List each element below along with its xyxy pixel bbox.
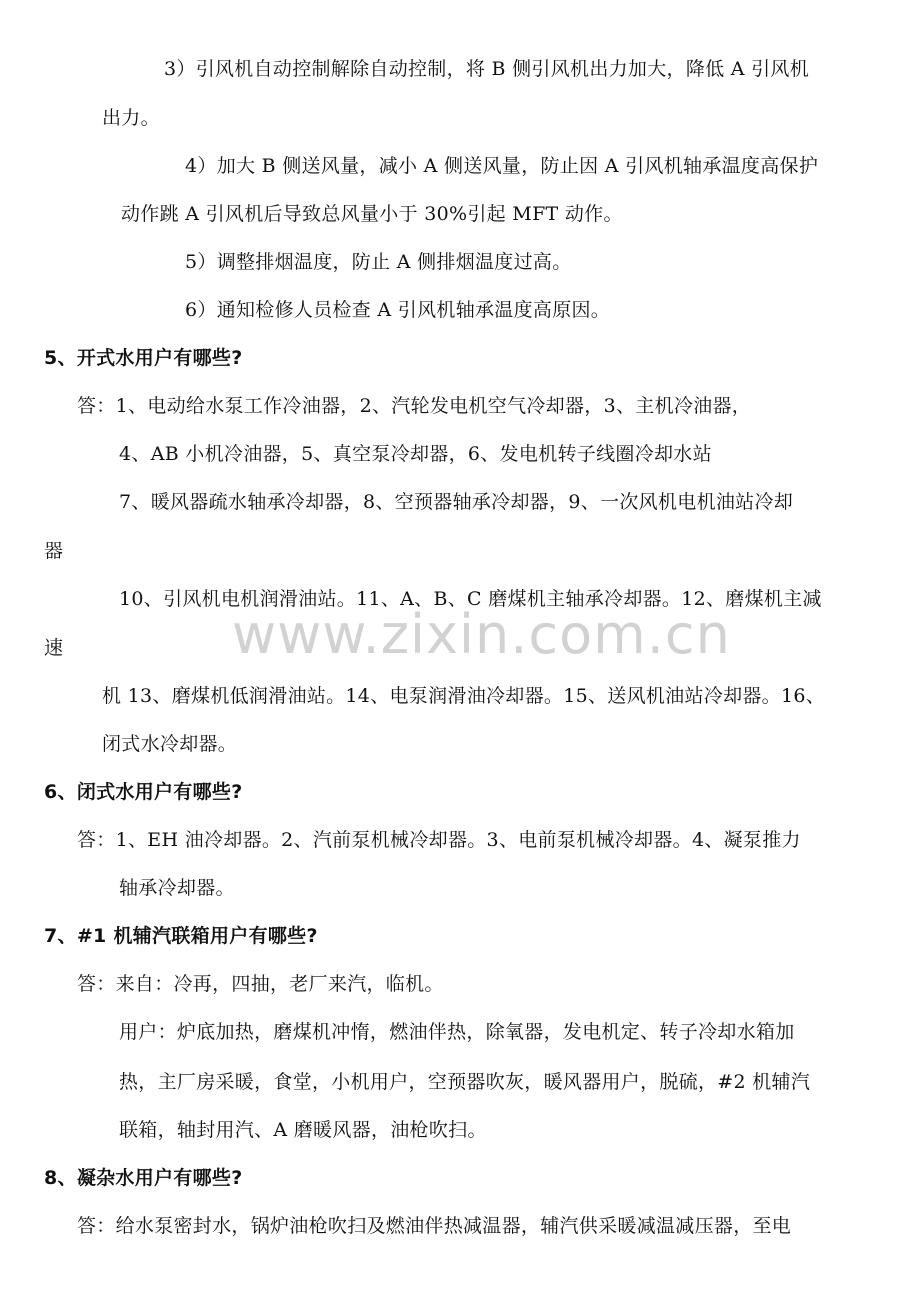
paragraph-line: 联箱，轴封用汽、A 磨暖风器，油枪吹扫。 xyxy=(119,1119,487,1141)
paragraph-line: 机 13、磨煤机低润滑油站。14、电泵润滑油冷却器。15、送风机油站冷却器。16、 xyxy=(102,685,826,707)
paragraph-line: 出力。 xyxy=(102,107,160,129)
paragraph-line: 4）加大 B 侧送风量，减小 A 侧送风量，防止因 A 引风机轴承温度高保护 xyxy=(185,155,819,177)
paragraph-line: 闭式水冷却器。 xyxy=(102,733,238,755)
paragraph-line: 器 xyxy=(44,540,64,562)
paragraph-line: 3）引风机自动控制解除自动控制，将 B 侧引风机出力加大，降低 A 引风机 xyxy=(164,58,810,80)
section-heading: 7、#1 机辅汽联箱用户有哪些? xyxy=(44,925,318,947)
paragraph-line: 速 xyxy=(44,637,64,659)
paragraph-line: 答：1、电动给水泵工作冷油器，2、汽轮发电机空气冷却器，3、主机冷油器， xyxy=(77,395,752,417)
paragraph-line: 答：来自：冷再，四抽，老厂来汽，临机。 xyxy=(77,973,444,995)
paragraph-line: 10、引风机电机润滑油站。11、A、B、C 磨煤机主轴承冷却器。12、磨煤机主减 xyxy=(119,588,822,610)
section-heading: 5、开式水用户有哪些? xyxy=(44,347,243,369)
paragraph-line: 6）通知检修人员检查 A 引风机轴承温度高原因。 xyxy=(185,299,611,321)
section-heading: 8、凝杂水用户有哪些? xyxy=(44,1167,243,1189)
paragraph-line: 答：1、EH 油冷却器。2、汽前泵机械冷却器。3、电前泵机械冷却器。4、凝泵推力 xyxy=(77,829,801,851)
watermark: www.zixin.com.cn xyxy=(232,603,731,666)
paragraph-line: 动作跳 A 引风机后导致总风量小于 30%引起 MFT 动作。 xyxy=(121,203,623,225)
paragraph-line: 答：给水泵密封水，锅炉油枪吹扫及燃油伴热减温器，辅汽供采暖减温减压器，至电 xyxy=(77,1215,792,1237)
paragraph-line: 7、暖风器疏水轴承冷却器，8、空预器轴承冷却器，9、一次风机电机油站冷却 xyxy=(119,491,794,513)
paragraph-line: 5）调整排烟温度，防止 A 侧排烟温度过高。 xyxy=(185,251,572,273)
paragraph-line: 4、AB 小机冷油器，5、真空泵冷却器，6、发电机转子线圈冷却水站 xyxy=(119,443,712,465)
section-heading: 6、闭式水用户有哪些? xyxy=(44,781,243,803)
paragraph-line: 轴承冷却器。 xyxy=(119,877,235,899)
paragraph-line: 用户：炉底加热，磨煤机冲惰，燃油伴热，除氧器，发电机定、转子冷却水箱加 xyxy=(119,1021,795,1043)
paragraph-line: 热，主厂房采暖，食堂，小机用户，空预器吹灰，暖风器用户，脱硫，#2 机辅汽 xyxy=(119,1071,811,1093)
